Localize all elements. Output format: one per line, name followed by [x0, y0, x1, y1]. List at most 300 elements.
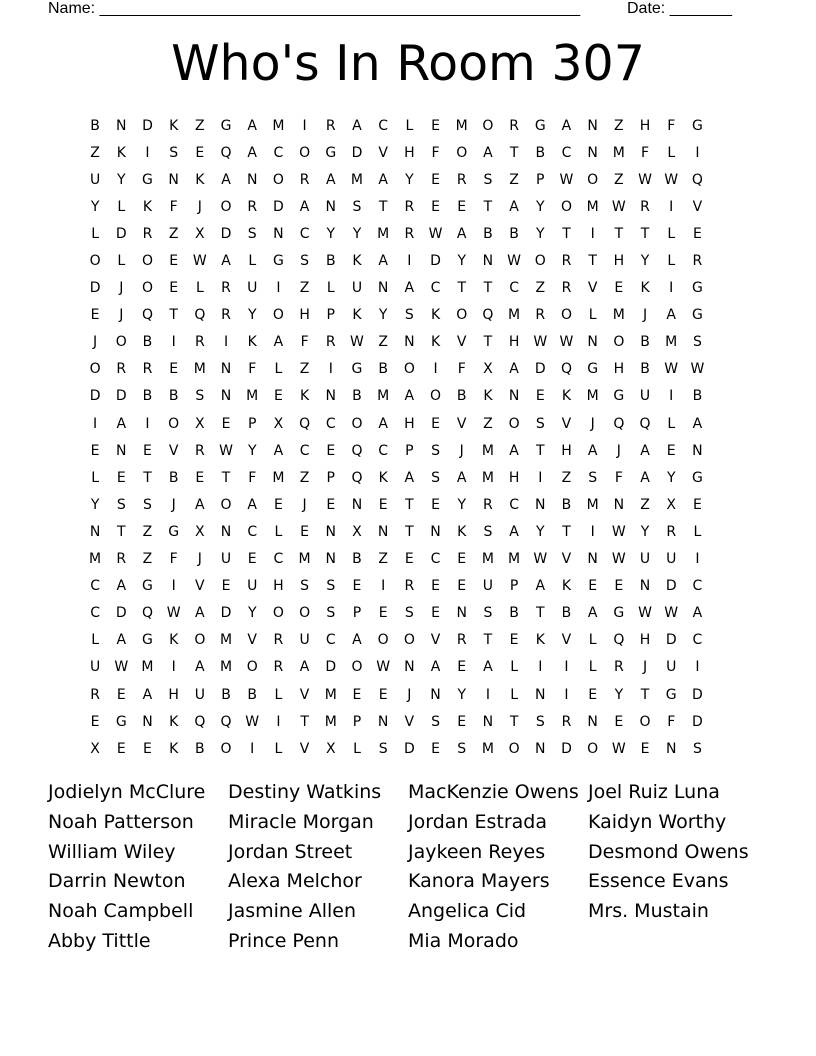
grid-letter: Q [560, 361, 572, 378]
grid-letter: I [171, 578, 176, 595]
grid-letter: W [664, 605, 679, 622]
grid-letter: U [89, 659, 101, 676]
grid-letter: E [535, 388, 545, 405]
grid-letter: O [587, 171, 599, 188]
grid-letter: F [248, 361, 257, 378]
grid-letter: K [300, 388, 310, 405]
grid-letter: K [535, 632, 545, 649]
grid-letter: A [352, 117, 362, 134]
grid-letter: K [483, 388, 493, 405]
grid-letter: Z [195, 117, 205, 134]
grid-letter: L [326, 280, 335, 297]
grid-letter: N [482, 253, 494, 270]
grid-letter: R [325, 117, 336, 134]
grid-row [82, 112, 737, 139]
grid-letter: N [535, 496, 546, 513]
grid-letter: M [246, 388, 259, 405]
grid-letter: G [665, 686, 677, 703]
grid-letter: I [669, 198, 674, 215]
grid-letter: S [247, 225, 257, 242]
grid-letter: P [326, 469, 335, 486]
grid-letter: N [220, 523, 232, 540]
grid-letter: E [378, 496, 388, 513]
grid-letter: E [326, 442, 336, 459]
grid-letter: U [639, 551, 651, 568]
grid-letter: E [300, 523, 310, 540]
grid-letter: I [276, 713, 281, 730]
grid-letter: Y [536, 225, 545, 242]
grid-letter: B [221, 686, 231, 703]
grid-row [82, 302, 737, 329]
grid-letter: A [299, 198, 310, 215]
grid-letter: Y [405, 171, 414, 188]
grid-letter: B [483, 225, 493, 242]
grid-letter: E [326, 496, 336, 513]
grid-letter: X [666, 496, 677, 513]
grid-letter: V [299, 686, 310, 703]
grid-row [82, 193, 737, 220]
grid-letter: A [666, 307, 676, 324]
grid-letter: D [89, 280, 101, 297]
grid-letter: J [616, 442, 621, 459]
word-list-item: Jodielyn McClure [48, 781, 206, 803]
grid-letter: J [459, 442, 464, 459]
grid-letter: O [220, 496, 232, 513]
grid-letter: E [169, 361, 179, 378]
grid-letter: F [667, 117, 676, 134]
word-list-item: Kaidyn Worthy [588, 810, 727, 833]
grid-letter: G [325, 144, 337, 161]
grid-letter: M [324, 686, 337, 703]
grid-letter: L [91, 632, 99, 649]
grid-letter: H [299, 307, 310, 324]
grid-letter: J [197, 551, 202, 568]
word-list-item: Joel Ruiz Luna [588, 781, 720, 803]
grid-letter: P [536, 171, 545, 188]
grid-letter: R [456, 632, 467, 649]
grid-letter: Y [614, 686, 624, 703]
grid-letter: Y [666, 469, 676, 486]
grid-letter: I [381, 578, 386, 595]
grid-letter: J [93, 334, 98, 351]
grid-letter: O [482, 117, 494, 134]
grid-letter: P [247, 415, 257, 432]
grid-letter: S [326, 605, 336, 622]
grid-letter: T [509, 144, 519, 161]
grid-letter: E [614, 280, 624, 297]
grid-letter: E [692, 496, 702, 513]
grid-letter: H [561, 442, 572, 459]
grid-letter: D [430, 253, 441, 270]
grid-letter: D [403, 740, 415, 757]
grid-letter: U [666, 659, 677, 676]
grid-letter: D [692, 686, 703, 703]
grid-letter: S [535, 713, 545, 730]
grid-letter: W [533, 334, 548, 351]
grid-letter: E [588, 686, 598, 703]
grid-row [82, 546, 737, 573]
grid-letter: D [273, 198, 284, 215]
grid-letter: E [221, 415, 231, 432]
grid-letter: E [90, 713, 100, 730]
grid-letter: X [273, 415, 284, 432]
grid-letter: E [509, 632, 519, 649]
grid-letter: N [325, 551, 337, 568]
grid-letter: Z [509, 171, 519, 188]
grid-letter: O [351, 415, 363, 432]
grid-letter: W [428, 225, 443, 242]
grid-letter: I [145, 144, 150, 161]
grid-letter: E [614, 713, 624, 730]
grid-letter: L [667, 144, 676, 161]
grid-row [82, 356, 737, 383]
grid-letter: O [141, 253, 153, 270]
grid-letter: E [90, 307, 100, 324]
grid-letter: B [142, 334, 153, 351]
grid-letter: L [117, 253, 126, 270]
grid-letter: A [430, 659, 441, 676]
word-column [588, 778, 768, 957]
word-list-item: Miracle Morgan [228, 810, 374, 833]
grid-letter: H [404, 144, 415, 161]
grid-letter: G [691, 280, 703, 297]
grid-letter: A [483, 144, 493, 161]
grid-letter: S [692, 740, 702, 757]
grid-letter: M [481, 442, 494, 459]
grid-letter: O [272, 307, 284, 324]
grid-letter: X [195, 415, 205, 432]
grid-letter: O [272, 605, 284, 622]
grid-letter: T [536, 442, 545, 459]
grid-letter: W [350, 334, 364, 351]
grid-letter: L [353, 740, 361, 757]
grid-letter: Q [639, 415, 651, 432]
grid-letter: R [483, 496, 493, 513]
grid-letter: R [273, 659, 284, 676]
grid-letter: O [377, 632, 389, 649]
grid-letter: E [352, 686, 362, 703]
grid-letter: M [481, 740, 494, 757]
grid-letter: I [407, 253, 412, 270]
grid-letter: W [166, 605, 181, 622]
grid-letter: M [298, 551, 311, 568]
grid-letter: Z [168, 225, 179, 242]
grid-letter: B [456, 388, 467, 405]
grid-letter: D [115, 388, 127, 405]
grid-letter: O [351, 659, 363, 676]
grid-letter: A [273, 334, 284, 351]
grid-letter: Y [352, 225, 362, 242]
grid-letter: U [247, 578, 258, 595]
grid-letter: R [666, 523, 677, 540]
grid-letter: T [562, 523, 571, 540]
grid-letter: G [142, 171, 153, 188]
grid-letter: D [561, 740, 572, 757]
grid-letter: G [220, 117, 232, 134]
grid-letter: T [614, 225, 624, 242]
grid-row [82, 275, 737, 302]
grid-letter: S [404, 307, 414, 324]
grid-letter: T [483, 334, 493, 351]
grid-letter: L [510, 686, 518, 703]
grid-letter: I [328, 361, 333, 378]
grid-letter: D [665, 632, 677, 649]
grid-letter: E [273, 388, 283, 405]
grid-letter: C [692, 632, 703, 649]
grid-letter: R [142, 361, 153, 378]
grid-letter: V [299, 740, 310, 757]
grid-letter: A [378, 415, 388, 432]
grid-letter: A [352, 632, 362, 649]
grid-letter: V [692, 198, 703, 215]
grid-letter: J [407, 686, 412, 703]
grid-letter: D [115, 605, 127, 622]
grid-letter: I [564, 659, 569, 676]
grid-letter: S [378, 740, 388, 757]
grid-letter: L [274, 361, 283, 378]
grid-letter: B [509, 225, 519, 242]
grid-letter: B [247, 686, 258, 703]
grid-letter: U [247, 280, 258, 297]
grid-row [82, 220, 737, 247]
grid-letter: R [90, 686, 100, 703]
grid-letter: W [638, 605, 652, 622]
grid-letter: N [535, 686, 546, 703]
grid-letter: N [587, 334, 598, 351]
grid-letter: R [509, 117, 519, 134]
word-list-item: Angelica Cid [408, 900, 527, 923]
grid-letter: I [538, 659, 543, 676]
grid-row [82, 735, 737, 762]
word-list-item: MacKenzie Owens [408, 781, 579, 803]
grid-letter: A [378, 253, 388, 270]
grid-letter: A [509, 523, 519, 540]
grid-letter: N [587, 713, 598, 730]
grid-row [82, 464, 737, 491]
grid-letter: E [431, 415, 440, 432]
grid-letter: E [666, 442, 676, 459]
word-list-item: Jasmine Allen [228, 900, 356, 923]
grid-letter: R [116, 551, 127, 568]
word-column [228, 778, 408, 957]
grid-letter: A [247, 496, 257, 513]
grid-letter: R [456, 171, 467, 188]
grid-letter: K [561, 578, 572, 595]
grid-letter: H [404, 415, 415, 432]
grid-letter: C [273, 551, 284, 568]
word-list-item: Mia Morado [408, 929, 519, 952]
grid-letter: G [691, 117, 703, 134]
grid-letter: V [378, 144, 388, 161]
grid-letter: O [403, 361, 415, 378]
grid-letter: W [559, 171, 574, 188]
grid-letter: G [115, 713, 127, 730]
grid-letter: Y [536, 523, 545, 540]
word-list-item: William Wiley [48, 840, 176, 863]
header-line [48, 0, 748, 20]
grid-letter: E [457, 713, 467, 730]
grid-letter: Z [378, 334, 388, 351]
grid-letter: W [611, 551, 626, 568]
grid-letter: E [431, 740, 440, 757]
grid-letter: R [247, 198, 258, 215]
grid-letter: S [588, 469, 598, 486]
grid-letter: M [586, 496, 599, 513]
grid-letter: Q [220, 713, 232, 730]
grid-letter: N [482, 713, 494, 730]
grid-letter: T [457, 280, 466, 297]
word-list-item: Noah Campbell [48, 900, 194, 923]
grid-letter: D [665, 578, 677, 595]
grid-letter: V [456, 334, 467, 351]
grid-letter: R [404, 225, 415, 242]
grid-letter: S [431, 469, 440, 486]
word-list-item: Jaykeen Reyes [408, 840, 546, 863]
grid-letter: R [404, 198, 415, 215]
grid-letter: C [561, 144, 572, 161]
grid-letter: R [692, 253, 703, 270]
grid-letter: Z [561, 469, 572, 486]
grid-letter: A [509, 361, 519, 378]
grid-letter: A [456, 469, 467, 486]
grid-letter: S [352, 198, 362, 215]
word-list [48, 778, 788, 957]
word-list-item: Desmond Owens [588, 840, 749, 863]
grid-letter: E [431, 496, 440, 513]
grid-letter: M [612, 144, 625, 161]
grid-letter: K [378, 469, 388, 486]
grid-letter: B [692, 388, 703, 405]
grid-letter: A [195, 496, 205, 513]
grid-letter: I [538, 469, 543, 486]
grid-letter: E [404, 551, 414, 568]
grid-letter: Y [247, 307, 257, 324]
grid-letter: M [508, 307, 521, 324]
grid-letter: I [695, 144, 700, 161]
grid-letter: G [613, 388, 625, 405]
word-list-item: Essence Evans [588, 870, 729, 893]
grid-letter: W [690, 361, 705, 378]
grid-letter: M [455, 117, 468, 134]
grid-letter: I [590, 225, 595, 242]
grid-letter: W [611, 523, 626, 540]
grid-letter: N [430, 686, 441, 703]
grid-letter: L [117, 198, 126, 215]
grid-letter: F [641, 144, 650, 161]
grid-letter: W [192, 253, 207, 270]
grid-letter: A [247, 144, 257, 161]
grid-letter: S [431, 713, 440, 730]
grid-letter: B [378, 361, 388, 378]
word-list-item: Noah Patterson [48, 810, 194, 833]
grid-letter: W [664, 361, 679, 378]
grid-letter: Q [613, 415, 625, 432]
grid-letter: B [535, 144, 546, 161]
grid-letter: H [508, 334, 520, 351]
grid-letter: E [116, 740, 126, 757]
grid-letter: V [561, 551, 572, 568]
grid-letter: G [351, 361, 363, 378]
grid-letter: B [509, 605, 519, 622]
grid-letter: J [302, 496, 307, 513]
grid-letter: T [640, 225, 650, 242]
grid-letter: Y [536, 198, 545, 215]
grid-letter: I [695, 551, 700, 568]
grid-letter: C [430, 280, 441, 297]
grid-letter: Z [378, 551, 388, 568]
grid-letter: R [404, 578, 415, 595]
grid-letter: T [300, 713, 309, 730]
grid-letter: E [378, 605, 388, 622]
grid-letter: R [194, 442, 205, 459]
grid-letter: T [483, 632, 493, 649]
grid-letter: O [194, 632, 206, 649]
grid-letter: I [250, 740, 255, 757]
grid-letter: Z [299, 361, 310, 378]
grid-letter: F [300, 334, 309, 351]
grid-letter: E [352, 578, 362, 595]
grid-letter: T [405, 523, 414, 540]
grid-letter: K [169, 740, 179, 757]
grid-letter: N [116, 442, 127, 459]
grid-letter: R [561, 280, 572, 297]
grid-letter: E [221, 578, 231, 595]
grid-letter: S [535, 415, 545, 432]
grid-letter: I [302, 117, 307, 134]
grid-letter: O [430, 388, 442, 405]
grid-letter: R [535, 307, 546, 324]
grid-letter: W [245, 713, 260, 730]
grid-letter: I [433, 361, 438, 378]
grid-letter: A [535, 578, 546, 595]
grid-letter: A [587, 605, 598, 622]
grid-row [82, 654, 737, 681]
grid-letter: Y [640, 253, 650, 270]
grid-letter: W [376, 659, 391, 676]
grid-letter: Y [117, 171, 126, 188]
grid-letter: V [587, 280, 598, 297]
grid-letter: N [168, 171, 179, 188]
name-field: Name: ______________________________________________________ [48, 0, 581, 17]
grid-letter: A [378, 171, 388, 188]
grid-letter: F [614, 469, 623, 486]
grid-letter: E [195, 469, 205, 486]
grid-letter: Q [351, 442, 363, 459]
grid-letter: K [169, 117, 179, 134]
grid-letter: O [220, 198, 232, 215]
date-field: Date: _______ [627, 0, 732, 17]
grid-letter: Q [613, 632, 625, 649]
grid-letter: R [613, 659, 624, 676]
grid-letter: J [642, 307, 648, 324]
grid-letter: R [299, 171, 310, 188]
grid-letter: Y [247, 605, 257, 622]
grid-letter: J [590, 415, 595, 432]
grid-letter: V [195, 578, 205, 595]
grid-letter: I [93, 415, 98, 432]
grid-letter: U [220, 551, 232, 568]
grid-row [82, 681, 737, 708]
grid-letter: V [561, 415, 572, 432]
grid-letter: A [195, 605, 205, 622]
grid-letter: O [141, 280, 153, 297]
grid-letter: Y [457, 496, 466, 513]
grid-letter: O [456, 144, 468, 161]
grid-letter: A [325, 171, 336, 188]
grid-letter: D [142, 117, 153, 134]
grid-letter: M [612, 307, 625, 324]
grid-letter: E [457, 551, 467, 568]
